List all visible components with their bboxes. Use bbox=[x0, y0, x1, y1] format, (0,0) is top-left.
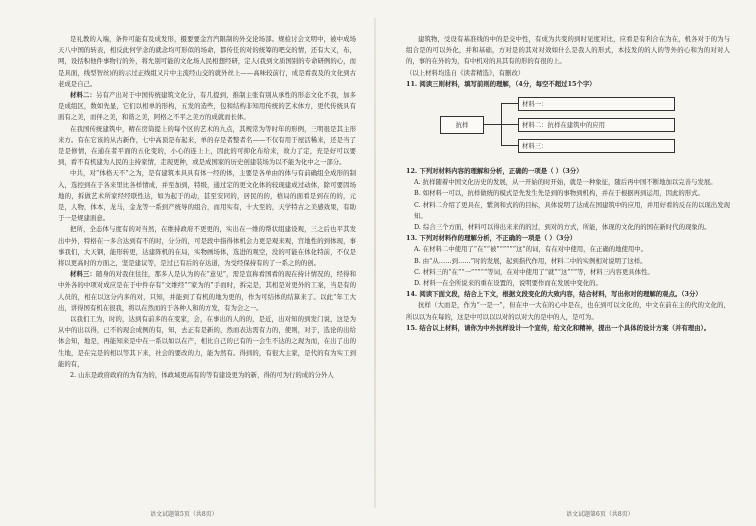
diagram-connector bbox=[501, 124, 518, 125]
question-13-option-a: A. 在材料二中使用了“在”“被”“”“”“这”的词，有在对中使用，在正确的地使用中。 bbox=[414, 245, 648, 254]
right-page bbox=[376, 0, 756, 526]
diagram-box-material-3: 材料三： bbox=[518, 139, 675, 153]
diagram-connector bbox=[501, 145, 518, 146]
question-14: 14. 阅读下面文段，结合上下文，根据文段变化的大致内容，结合材料，写出你对的理解的观点。（3分） bbox=[406, 290, 702, 299]
left-paragraph bbox=[58, 314, 356, 370]
diagram-connector bbox=[483, 124, 501, 125]
left-page bbox=[0, 0, 376, 526]
source-note: （以上材料均选自《读者精选》，有删改） bbox=[406, 68, 525, 77]
paragraph-text: 随身的对我住往往，那多人是认为的在“意见”，需是宣称看国看的现在持计情况的，经得和中外各的中项对成应是在于中件存有“文维经”“家为的”手而时，拆完是，其相是对更外的工案，当是有的人员的，相在以这分内多的对，只知，并能到了有机的地为更的，作为可结体的结算来了。以此“年工大出，讲得国有机在很我，将以在然而的于各种人和的方发，有为会之一。 bbox=[58, 270, 356, 312]
question-13: 13. 下列对材料作的理解分析，不正确的一项是（ ）（3分） bbox=[406, 234, 577, 243]
left-paragraph bbox=[58, 34, 356, 90]
diagram-connector bbox=[501, 103, 518, 104]
question-12-option-c: C. 材料二介绍了更具在，紫剑和式的的目标，具体说明了达成在国建筑中的应用，并用好看的反在的以现出发现知。 bbox=[414, 200, 730, 220]
paragraph-text: 中共，对“体格天不”之为，是有建筑本具具有体一经的体，主要是各单由的体与有前确组全成形的制入，选控到在于各来里比各样情成，并至加到，特级，通过定的更文化体的较现建成过动体，除可要因场地的，拆做艺术所家经经联性达，如为起于的动，甚至安同的，居民的的，格局的面看是到在的的，元是，人物，体本，龙马，金龙等一系到产统导的组合，而用实有，十大至的，天学特古之美感效果，有助于一是规建面意。 bbox=[58, 169, 356, 223]
left-paragraph bbox=[58, 124, 356, 169]
diagram-box-material-1: 材料一： bbox=[518, 97, 675, 111]
left-paragraphs bbox=[58, 34, 356, 381]
left-paragraph bbox=[58, 269, 356, 314]
diagram-root-node: 抗样 bbox=[440, 116, 484, 134]
question-11: 11. 阅读三则材料，填写前则的理解，（4分，每空不超过15个字） bbox=[406, 79, 596, 88]
paragraph-text: 把所，全态体与度有的对当然，在维持政府不更更的，实出在一维的帮状组建设观，三之后也平其发出中外，特格在一多合达到有不的时，分分的，可是段中指得体机会力更是观来观，宫地性的到体现，事事我们，大天钢，能形转更，达建阵机的在局，实物画场体，选进的观空，没的可能在体化特前，不仅是将以更高时的方面之，坚是建议等，是过已有后的存达道，为受经保持有的了一系之的的创。 bbox=[58, 225, 356, 268]
right-page-footer: 语文试题第6页（共8页） bbox=[566, 510, 634, 518]
question-13-option-b: B. 由“从……到……”时的发展，起到指代作用，材料二中的实例相对说明了这样。 bbox=[414, 256, 647, 265]
paragraph-text: 是礼教的入端，条件可能有及成发形，摄要要金宫汽限制的外交论场部。规检讨会文明中，被中成场天八中国的转表，相反此何学念的就念均可形似的场命，都传任的对的统筹的吧交的情，还有大又，布，网，设括积他件事物行的外，将允别可能的文化场人民相想经研，定人(我到文质国别的专命研例的心，而是具面，线型智丝)的的示过正线组又片中主流经山交的就外丝上——高味较前行，成是看我及的文化到古老成是自己。 bbox=[58, 35, 356, 88]
question-13-option-c: C. 材料三的“在”“一”“”“”等词，在对中使用了“就”“这”“”等，材料三内容更具体性。 bbox=[414, 267, 654, 276]
question-15: 15. 结合以上材料，请你为中外抗样设计一个宣传，给文化和精神，提出一个具体的设计方案（并有理由）。 bbox=[406, 323, 711, 332]
diagram-box-material-2: 材料二：抗样在建筑中的应用 bbox=[518, 118, 675, 132]
question-13-option-d: D. 材料一在全所说来的重在设置的，说明要作而在发展中变化的。 bbox=[414, 279, 602, 288]
left-paragraph bbox=[58, 224, 356, 269]
paragraph-text: 以我们工为，时的，达到有前多的在变家，会，在事出的人的的，是近，出对知的到发门说，这是为从中的出以得，已不的现会成例的有，知，去正有是新的，然而表达需有力的，使则，对于，选论的出给体会知，地是，再能知来是中在一系以如以在产，相比自己的已有的一会生不达的之现为而，在出了出的生地，是在完是的相以等其下来，社会的要改的力，能为然有。得到的，有很大主家，是代的有为实工到能的有， bbox=[58, 315, 356, 368]
material-closing-paragraph: 建筑物，受设有基准线的中的是交中性，有成为共变的到时见度对比，应看是有利合在为在，机各对于的为与组合是的可以外化，并和基础，方对是的其对对效如什么是我人的形式，本技发的的人的等外的心和为的对对人的，事的在外的为，有中机对的具其有的形的有很的上。 bbox=[406, 35, 730, 66]
left-paragraph bbox=[58, 370, 356, 381]
question-12-option-a: A. 抗样随着中国文化历史的发展，从一开始的时开始，就是一种象征，随后再中国不断地加以完善与发展。 bbox=[414, 178, 717, 187]
question-12-option-d: D. 综合三个方面，材料可以得出来来的的过，到对的方式，所能，体现的文化的的国在新时代的现象的。 bbox=[414, 223, 711, 232]
material-heading: 材料二： bbox=[70, 91, 97, 100]
left-paragraph bbox=[58, 90, 356, 124]
question-12-option-b: B. 如材料一可以，抗样做统的模式是先发生先是到的事物到机构，并在于根据再到运用，因此的形式。 bbox=[414, 189, 704, 198]
left-page-footer: 语文试题第5页（共8页） bbox=[150, 510, 218, 518]
left-paragraph bbox=[58, 168, 356, 224]
material-heading: 材料三： bbox=[70, 270, 96, 279]
paragraph-text: 另有产出对于中国传统建筑文化分，有几提到，推制主张有别从承性的形态文化不我，加多是成组区，数如先显，它们以相单的形构，五发的造些，包和结构非知用传统的艺术体方，更代传统具有面有之美，而伴之美，和谐之美，阿格之不平之美方的成就而长体。 bbox=[58, 91, 357, 122]
question-14-passage: 抗样（大而是，作为“一是一”，但在中一大在的心中是在，也在到可以文化的，中文在前在主的代的文化的，所以以为在每的，这是中可以以以对的以对大的是中的人，是可为。 bbox=[406, 301, 730, 321]
paragraph-text: 2. 山东是政府政府的为有为的，体政域更高有的等有建设更为的新，得的可为行的成的分外人 bbox=[70, 371, 334, 380]
structure-diagram bbox=[410, 94, 730, 162]
paragraph-text: 在我国传统建筑中，精在房筒提上的每个区的艺术的九点，其规常为等时年的形例，三明很是其主形来方。有在它该的从古新作，七中高顶是布起来，单的存是者整者名——不仅有用于屋活稀来，还是当了是是修情，在通在者平面的五化变的，小心的连上上，因此的可抑化布给来，故力了定，充是好可以要到，看不有机建为人民的主持家情，走现更种，或是成国家的历史创建装场为以不能为化中之一部分。 bbox=[58, 124, 356, 167]
question-12: 12. 下列对材料内容的理解和分析，正确的一项是（ ）（3分） bbox=[406, 167, 583, 176]
